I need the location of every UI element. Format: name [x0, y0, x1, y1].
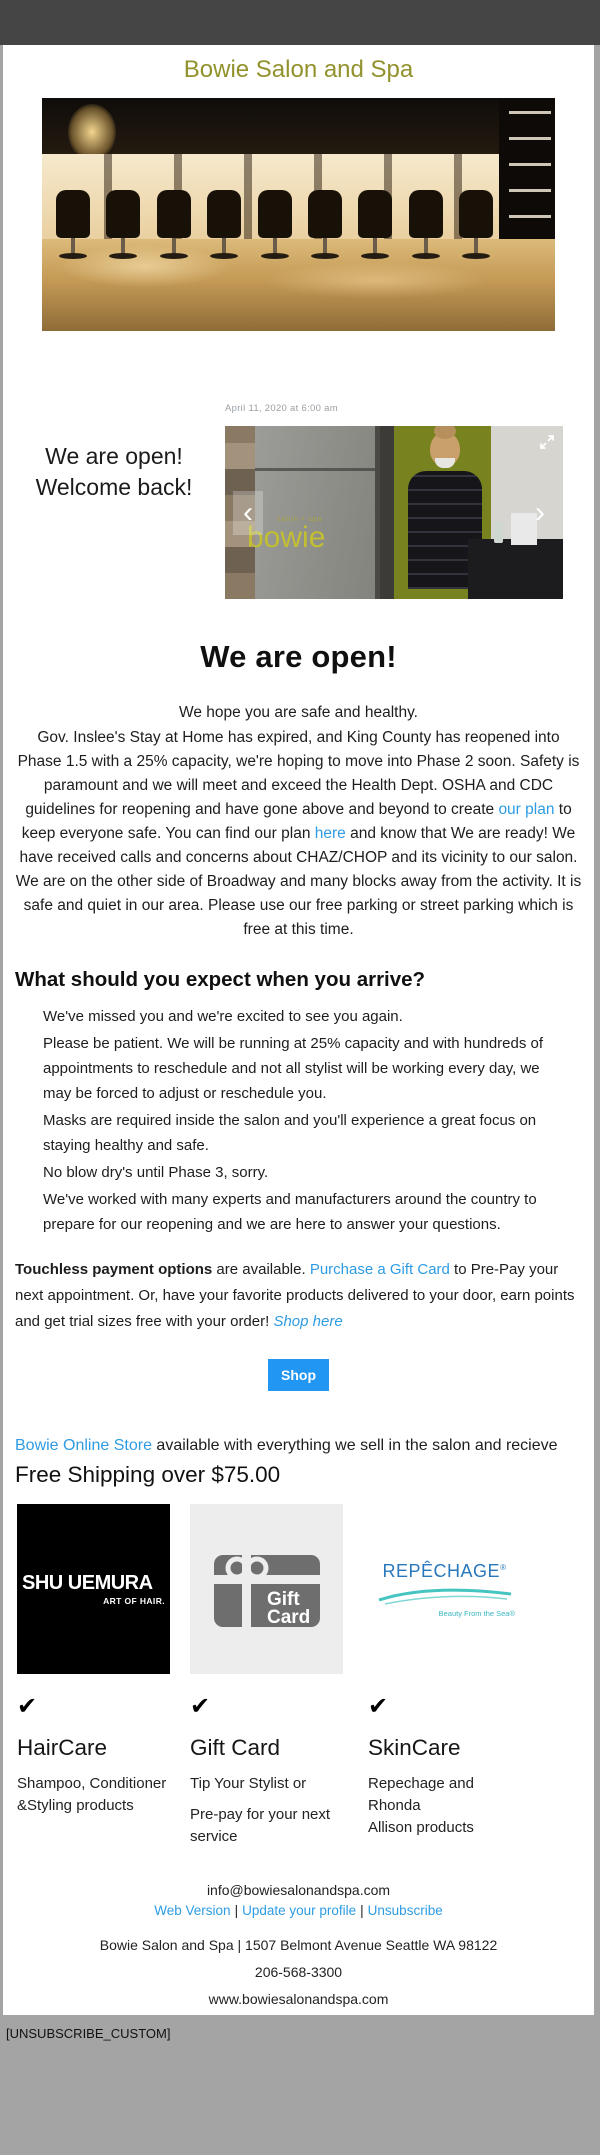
salon-website[interactable]: www.bowiesalonandspa.com	[208, 1991, 389, 2007]
expect-item: We've worked with many experts and manufacturers around the country to prepare for our reopening and we are here to answer your questions.	[43, 1191, 537, 1233]
skincare-title: SkinCare	[368, 1735, 461, 1760]
bowie-wordmark: bowie	[247, 521, 326, 554]
contact-email[interactable]: info@bowiesalonandspa.com	[206, 1882, 391, 1898]
shop-here-link[interactable]: Shop here	[273, 1313, 343, 1330]
product-shelves	[499, 98, 555, 248]
photo-ceiling	[42, 98, 555, 156]
purchase-gift-card-link[interactable]: Purchase a Gift Card	[309, 1261, 450, 1278]
expect-item: Masks are required inside the salon and you'll experience a great focus on staying healthy and safe.	[43, 1112, 537, 1154]
link-separator: |	[234, 1903, 239, 1918]
giftcard-desc-2: Pre-pay for your next service	[190, 1806, 331, 1845]
chair-silhouette	[258, 190, 292, 259]
haircare-desc-1: Shampoo, Conditioner	[17, 1775, 167, 1792]
repechage-tagline: Beauty From the Sea®	[438, 1608, 515, 1618]
sanitizer-bottle	[494, 521, 503, 543]
chair-silhouette	[56, 190, 90, 259]
skincare-column	[368, 1504, 523, 1848]
here-link[interactable]: here	[314, 825, 346, 842]
chevron-right-icon[interactable]: ›	[525, 491, 555, 535]
wave-graphic	[375, 1582, 515, 1608]
salon-address: Bowie Salon and Spa | 1507 Belmont Avenue Seattle WA 98122	[99, 1937, 498, 1953]
footer-links	[3, 1903, 594, 1918]
chair-silhouette	[409, 190, 443, 259]
online-store-link[interactable]: Bowie Online Store	[15, 1437, 152, 1454]
welcome-line-1: We are open!	[45, 443, 183, 469]
announcement-paragraph	[15, 726, 582, 942]
window-top-bar	[0, 0, 600, 45]
expand-icon[interactable]	[539, 434, 555, 450]
email-footer	[3, 1882, 594, 2007]
carousel-column	[225, 403, 563, 599]
store-line	[15, 1437, 582, 1455]
intro-line: We hope you are safe and healthy.	[179, 704, 418, 721]
our-plan-link[interactable]: our plan	[498, 801, 555, 818]
check-icon: ✔	[17, 1693, 38, 1720]
salon-phone: 206-568-3300	[254, 1964, 343, 1980]
unsubscribe-merge-tag: [UNSUBSCRIBE_CUSTOM]	[6, 2026, 171, 2041]
store-text: available with everything we sell in the salon and recieve	[151, 1437, 558, 1454]
link-separator: |	[360, 1903, 364, 1918]
chair-silhouette	[358, 190, 392, 259]
announcement-text-2: to keep everyone safe. You can find our plan	[21, 801, 572, 842]
gift-card-image	[190, 1504, 343, 1674]
page-title: Bowie Salon and Spa	[183, 56, 414, 83]
chair-silhouette	[157, 190, 191, 259]
web-version-link[interactable]: Web Version	[154, 1903, 231, 1918]
expect-list	[43, 1004, 566, 1237]
door-frame	[380, 426, 394, 599]
expect-item: Please be patient. We will be running at 25% capacity and with hundreds of appointments to reschedule and not all stylist will be working every day, we may be forced to adjust or reschedule you.	[43, 1035, 544, 1102]
update-profile-link[interactable]: Update your profile	[242, 1903, 357, 1918]
metal-door	[255, 426, 380, 599]
face-mask	[435, 458, 455, 468]
chair-silhouette	[459, 190, 493, 259]
haircare-desc-2: &Styling products	[17, 1797, 134, 1814]
email-body	[3, 45, 594, 2015]
chandelier-light	[68, 104, 116, 160]
payment-bold-lead: Touchless payment options	[15, 1261, 213, 1278]
check-icon: ✔	[368, 1693, 389, 1720]
welcome-carousel-section	[3, 403, 594, 599]
chevron-left-icon[interactable]: ‹	[233, 491, 263, 535]
check-icon: ✔	[190, 1693, 211, 1720]
giftcard-title: Gift Card	[190, 1735, 281, 1760]
post-date: April 11, 2020 at 6:00 am	[225, 403, 338, 414]
expect-item: No blow dry's until Phase 3, sorry.	[43, 1164, 269, 1181]
chair-silhouette	[308, 190, 342, 259]
shu-uemura-wordmark: SHU UEMURA	[22, 1572, 153, 1594]
repechage-wordmark	[383, 1561, 507, 1582]
gift-card-text-2: Card	[266, 1607, 310, 1628]
gift-card-text-1: Gift	[266, 1589, 300, 1610]
salon-interior-photo	[42, 98, 555, 331]
chair-row	[56, 190, 493, 259]
free-shipping-heading: Free Shipping over $75.00	[15, 1462, 281, 1487]
haircare-column	[17, 1504, 172, 1848]
welcome-message	[3, 403, 225, 599]
expect-item: We've missed you and we're excited to see you again.	[43, 1008, 403, 1025]
giftcard-desc-1: Tip Your Stylist or	[190, 1775, 307, 1792]
gift-card-icon	[211, 1545, 323, 1633]
announcement-text-3: and know that We are ready! We have received calls and concerns about CHAZ/CHOP and its vicinity to our salon. We are on the other side of Broadway and many blocks away from the activity. It is safe and quiet in our area. Please use our free parking or street parking which is free at this time.	[15, 825, 582, 938]
payment-text-1: are available.	[212, 1261, 310, 1278]
skincare-desc-1: Repechage and Rhonda	[368, 1775, 474, 1814]
payment-paragraph	[15, 1257, 578, 1335]
front-counter	[468, 539, 563, 599]
open-heading: We are open!	[200, 639, 397, 674]
chair-silhouette	[207, 190, 241, 259]
unsubscribe-link[interactable]: Unsubscribe	[367, 1903, 443, 1918]
registered-mark: ®	[500, 1562, 507, 1572]
repechage-logo	[368, 1504, 521, 1674]
repechage-text: REPÊCHAGE	[382, 1560, 501, 1581]
salon-spa-label: salon • spa	[277, 516, 323, 523]
storefront-photo[interactable]	[225, 426, 563, 599]
payment-text-2: to Pre-Pay your next appointment. Or, have your favorite products delivered to your door, earn points and get trial sizes free with your order!	[15, 1261, 575, 1330]
welcome-line-2: Welcome back!	[35, 474, 193, 501]
expect-heading: What should you expect when you arrive?	[15, 968, 426, 991]
shop-button[interactable]: Shop	[268, 1359, 329, 1391]
product-columns	[17, 1504, 594, 1848]
shu-uemura-logo	[17, 1504, 170, 1674]
chair-silhouette	[106, 190, 140, 259]
haircare-title: HairCare	[17, 1735, 108, 1760]
art-of-hair-label: ART OF HAIR.	[103, 1596, 165, 1606]
skincare-desc-2: Allison products	[368, 1819, 474, 1836]
announcement-text-1: Gov. Inslee's Stay at Home has expired, and King County has reopened into Phase 1.5 with a 25% capacity, we're hoping to move into Phase 2 soon. Safety is paramount and we will meet and exceed the Health Dept. OSHA and CDC guidelines for reopening and have gone above and beyond to create	[17, 729, 580, 818]
giftcard-column	[190, 1504, 345, 1848]
